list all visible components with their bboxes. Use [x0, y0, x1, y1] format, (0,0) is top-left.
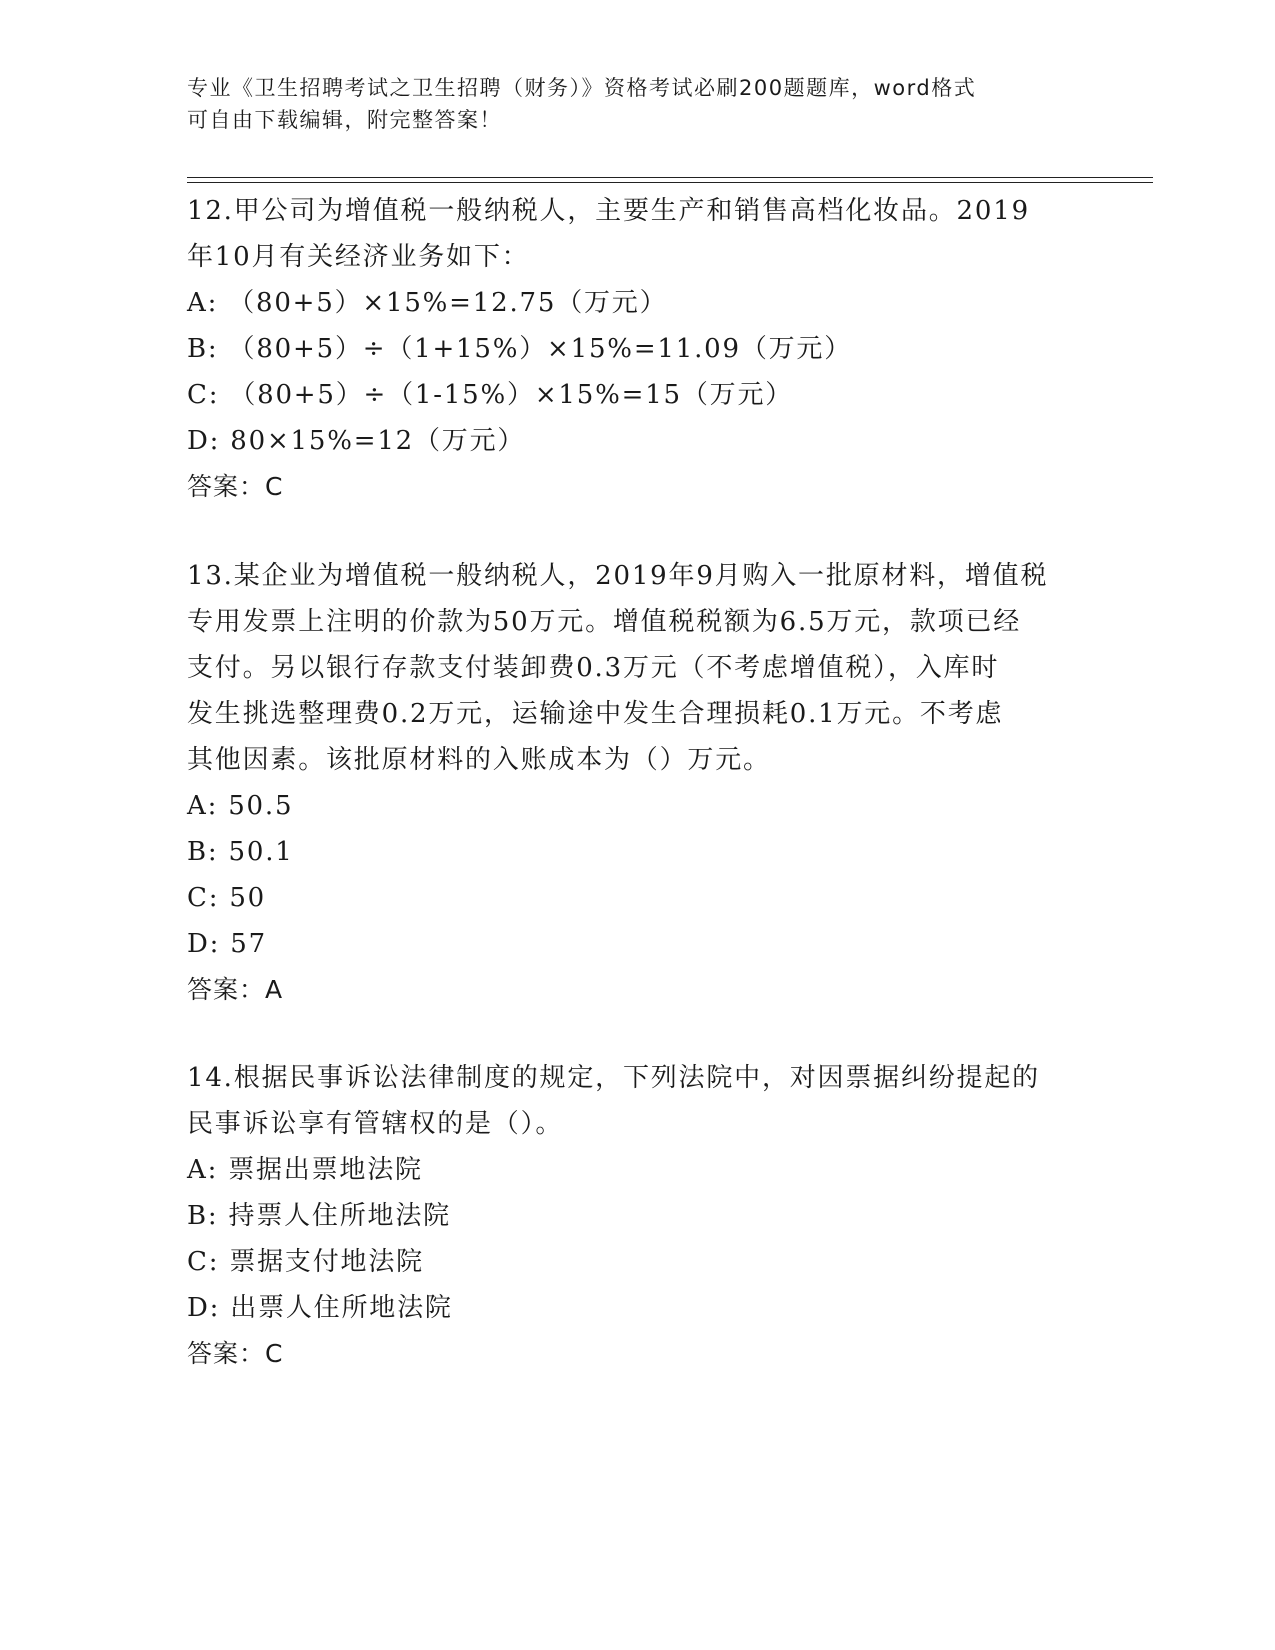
question-12 [187, 188, 1087, 510]
question-stem-line: 年10月有关经济业务如下： [187, 242, 530, 272]
option-a: A: （80+5）×15%=12.75（万元） [187, 288, 668, 318]
question-stem-line: 13.某企业为增值税一般纳税人，2019年9月购入一批原材料，增值税 [187, 561, 1049, 591]
header-line-1: 专业《卫生招聘考试之卫生招聘（财务）》资格考试必刷200题题库，word格式 [187, 76, 977, 100]
question-stem-line: 12.甲公司为增值税一般纳税人，主要生产和销售高档化妆品。2019 [187, 196, 1030, 226]
document-header [187, 72, 1067, 136]
option-a: A: 票据出票地法院 [187, 1155, 423, 1185]
option-b: B: 持票人住所地法院 [187, 1201, 451, 1231]
question-stem-line: 14.根据民事诉讼法律制度的规定，下列法院中，对因票据纠纷提起的 [187, 1063, 1040, 1093]
question-14 [187, 1055, 1087, 1377]
option-c: C: （80+5）÷（1-15%）×15%=15（万元） [187, 380, 794, 410]
question-stem-line: 民事诉讼享有管辖权的是（）。 [187, 1109, 564, 1139]
option-c: C: 票据支付地法院 [187, 1247, 424, 1277]
option-d: D: 57 [187, 929, 267, 959]
option-c: C: 50 [187, 883, 267, 913]
header-divider-bottom [187, 182, 1153, 183]
answer: 答案：C [187, 472, 284, 501]
question-stem-line: 专用发票上注明的价款为50万元。增值税税额为6.5万元，款项已经 [187, 607, 1022, 637]
question-stem-line: 发生挑选整理费0.2万元，运输途中发生合理损耗0.1万元。不考虑 [187, 699, 1004, 729]
option-b: B: （80+5）÷（1+15%）×15%=11.09（万元） [187, 334, 853, 364]
question-stem-line: 支付。另以银行存款支付装卸费0.3万元（不考虑增值税），入库时 [187, 653, 1000, 683]
answer: 答案：A [187, 975, 284, 1004]
header-divider-top [187, 177, 1153, 178]
option-d: D: 出票人住所地法院 [187, 1293, 453, 1323]
answer: 答案：C [187, 1339, 284, 1368]
option-a: A: 50.5 [187, 791, 294, 821]
question-13 [187, 553, 1087, 1013]
option-b: B: 50.1 [187, 837, 294, 867]
header-line-2: 可自由下载编辑，附完整答案！ [187, 108, 502, 132]
option-d: D: 80×15%=12（万元） [187, 426, 526, 456]
question-stem-line: 其他因素。该批原材料的入账成本为（）万元。 [187, 745, 771, 775]
